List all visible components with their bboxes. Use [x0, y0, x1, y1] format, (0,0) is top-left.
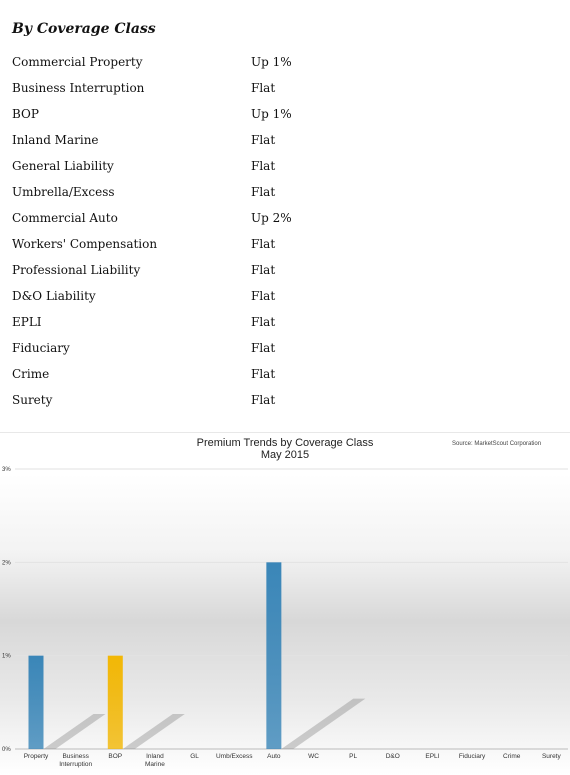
coverage-trend-value: Up 1% [251, 55, 292, 69]
y-tick-label: 2% [2, 560, 11, 567]
section-title: By Coverage Class [12, 21, 156, 37]
bar-property [29, 656, 44, 749]
x-tick-label: Auto [267, 753, 281, 760]
coverage-class-label: Inland Marine [12, 133, 99, 147]
premium-trends-chart [0, 432, 570, 775]
coverage-trend-value: Flat [251, 341, 276, 355]
chart-title: Premium Trends by Coverage Class [196, 437, 374, 449]
x-tick-label: BOP [108, 753, 123, 760]
bar-auto [266, 562, 281, 749]
coverage-class-label: Umbrella/Excess [12, 185, 115, 199]
y-tick-label: 0% [2, 747, 11, 753]
coverage-trend-value: Flat [251, 289, 276, 303]
x-tick-label: PL [349, 753, 358, 760]
bar-bop [108, 656, 123, 749]
coverage-class-label: Fiduciary [12, 341, 70, 355]
coverage-class-label: Commercial Auto [12, 211, 118, 225]
chart-plot [0, 433, 570, 775]
coverage-class-label: Workers' Compensation [12, 237, 158, 251]
x-tick-label: EPLI [425, 753, 440, 760]
coverage-trend-value: Flat [251, 133, 276, 147]
coverage-trend-value: Flat [251, 159, 276, 173]
coverage-class-label: Commercial Property [12, 55, 143, 69]
x-tick-label: D&O [385, 753, 400, 760]
coverage-trend-value: Flat [251, 237, 276, 251]
coverage-trend-value: Flat [251, 393, 276, 407]
chart-subtitle: May 2015 [260, 449, 310, 461]
coverage-class-label: D&O Liability [12, 289, 96, 303]
x-tick-label: GL [190, 753, 199, 760]
x-tick-label: Property [23, 753, 49, 760]
chart-source: Source: MarketScout Corporation [452, 441, 542, 447]
coverage-trend-value: Up 2% [251, 211, 292, 225]
coverage-class-label: Crime [12, 367, 50, 381]
coverage-trend-value: Up 1% [251, 107, 292, 121]
coverage-class-label: Surety [12, 393, 53, 407]
coverage-trend-value: Flat [251, 263, 276, 277]
x-tick-label: Fiduciary [458, 753, 486, 760]
x-tick-label: Umb/Excess [215, 753, 253, 760]
coverage-class-label: General Liability [12, 159, 114, 173]
coverage-class-label: BOP [12, 107, 39, 121]
coverage-trend-value: Flat [251, 367, 276, 381]
coverage-class-label: EPLI [12, 315, 42, 329]
bar-shadow [281, 699, 365, 749]
coverage-trend-value: Flat [251, 185, 276, 199]
bar-shadow [123, 714, 185, 749]
x-tick-label: Surety [541, 753, 561, 760]
y-tick-label: 1% [2, 653, 11, 660]
x-tick-label: Inland Marine [144, 753, 165, 768]
coverage-class-label: Professional Liability [12, 263, 141, 277]
bar-shadow [44, 714, 106, 749]
x-tick-label: WC [308, 753, 319, 760]
x-tick-label: Business Interruption [59, 753, 93, 768]
coverage-class-label: Business Interruption [12, 81, 145, 95]
coverage-trend-value: Flat [251, 81, 276, 95]
coverage-trend-value: Flat [251, 315, 276, 329]
y-tick-label: 3% [2, 467, 11, 473]
x-tick-label: Crime [503, 753, 521, 760]
